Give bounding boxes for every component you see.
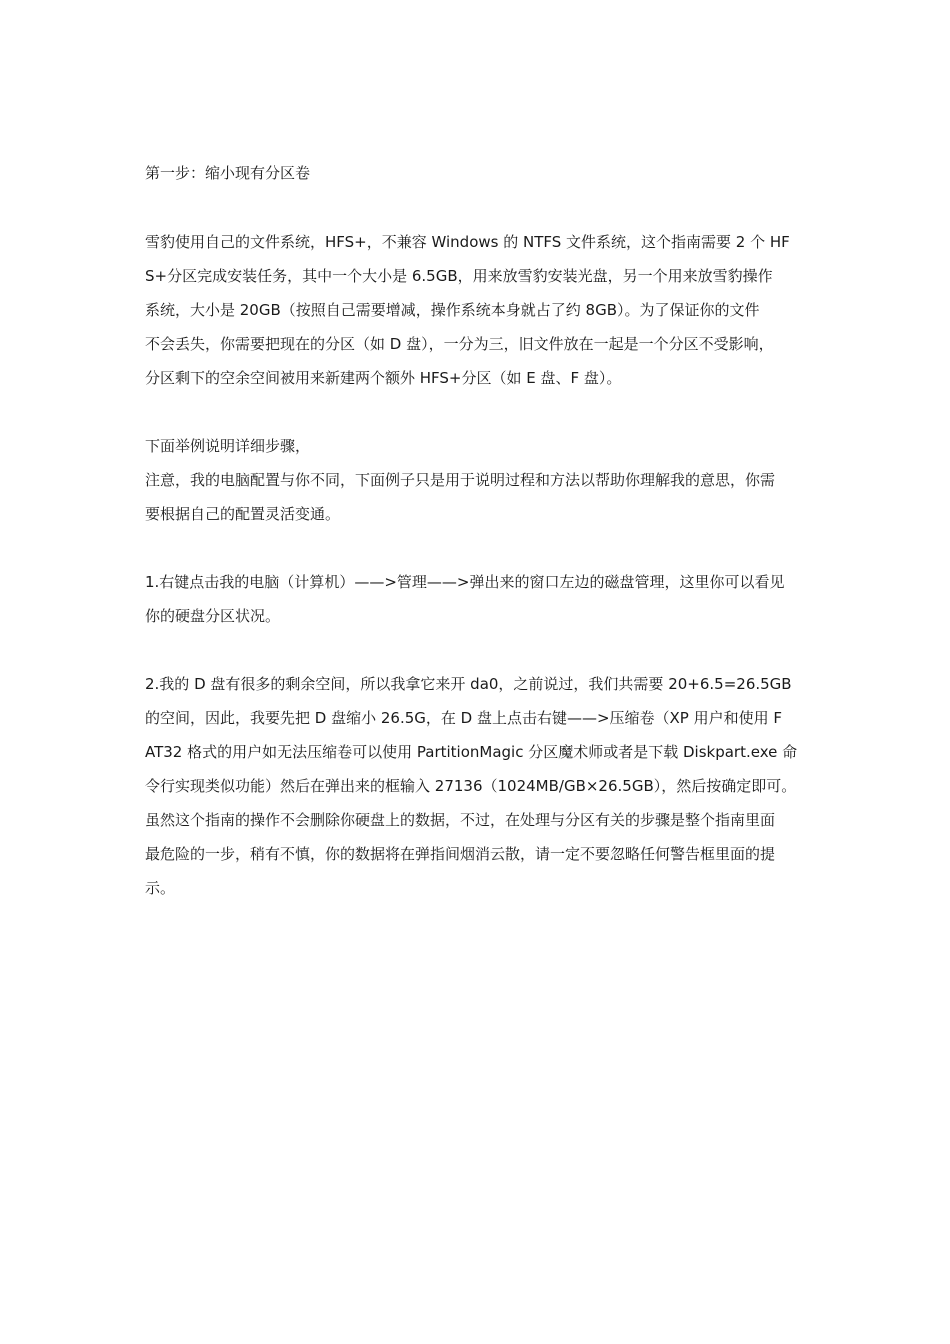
text-line: 雪豹使用自己的文件系统，HFS+，不兼容 Windows 的 NTFS 文件系统，这个指南需要 2 个 HF [145, 233, 790, 251]
paragraph-note [145, 435, 813, 537]
paragraph-step-1 [145, 571, 813, 639]
paragraph-gap [145, 537, 813, 571]
document-body [145, 162, 813, 911]
paragraph-gap [145, 639, 813, 673]
paragraph-step-2 [145, 673, 813, 911]
paragraph-gap [145, 401, 813, 435]
section-heading: 第一步：缩小现有分区卷 [145, 164, 311, 182]
text-line: 注意，我的电脑配置与你不同，下面例子只是用于说明过程和方法以帮助你理解我的意思，你需 [145, 471, 776, 489]
text-line: 虽然这个指南的操作不会删除你硬盘上的数据，不过，在处理与分区有关的步骤是整个指南里面 [145, 811, 776, 829]
paragraph-hfs-intro [145, 231, 813, 401]
text-line: 你的硬盘分区状况。 [145, 607, 281, 625]
text-line: 下面举例说明详细步骤， [145, 437, 311, 455]
text-line: 分区剩下的空余空间被用来新建两个额外 HFS+分区（如 E 盘、F 盘）。 [145, 369, 622, 387]
text-line: AT32 格式的用户如无法压缩卷可以使用 PartitionMagic 分区魔术师或者是下载 Diskpart.exe 命 [145, 743, 798, 761]
text-line: 最危险的一步，稍有不慎，你的数据将在弹指间烟消云散，请一定不要忽略任何警告框里面的提 [145, 845, 776, 863]
text-line: 1.右键点击我的电脑（计算机）——>管理——>弹出来的窗口左边的磁盘管理，这里你可以看见 [145, 573, 785, 591]
text-line: 示。 [145, 879, 176, 897]
text-line: 要根据自己的配置灵活变通。 [145, 505, 341, 523]
text-line: 的空间，因此，我要先把 D 盘缩小 26.5G，在 D 盘上点击右键——>压缩卷（XP 用户和使用 F [145, 709, 783, 727]
text-line: S+分区完成安装任务，其中一个大小是 6.5GB，用来放雪豹安装光盘，另一个用来放雪豹操作 [145, 267, 773, 285]
text-line: 2.我的 D 盘有很多的剩余空间，所以我拿它来开 da0，之前说过，我们共需要 20+6.5=26.5GB [145, 675, 792, 693]
text-line: 不会丢失，你需要把现在的分区（如 D 盘），一分为三，旧文件放在一起是一个分区不受影响， [145, 335, 774, 353]
text-line: 系统，大小是 20GB（按照自己需要增减，操作系统本身就占了约 8GB）。为了保证你的文件 [145, 301, 760, 319]
text-line: 令行实现类似功能）然后在弹出来的框输入 27136（1024MB/GB×26.5GB），然后按确定即可。 [145, 777, 797, 795]
